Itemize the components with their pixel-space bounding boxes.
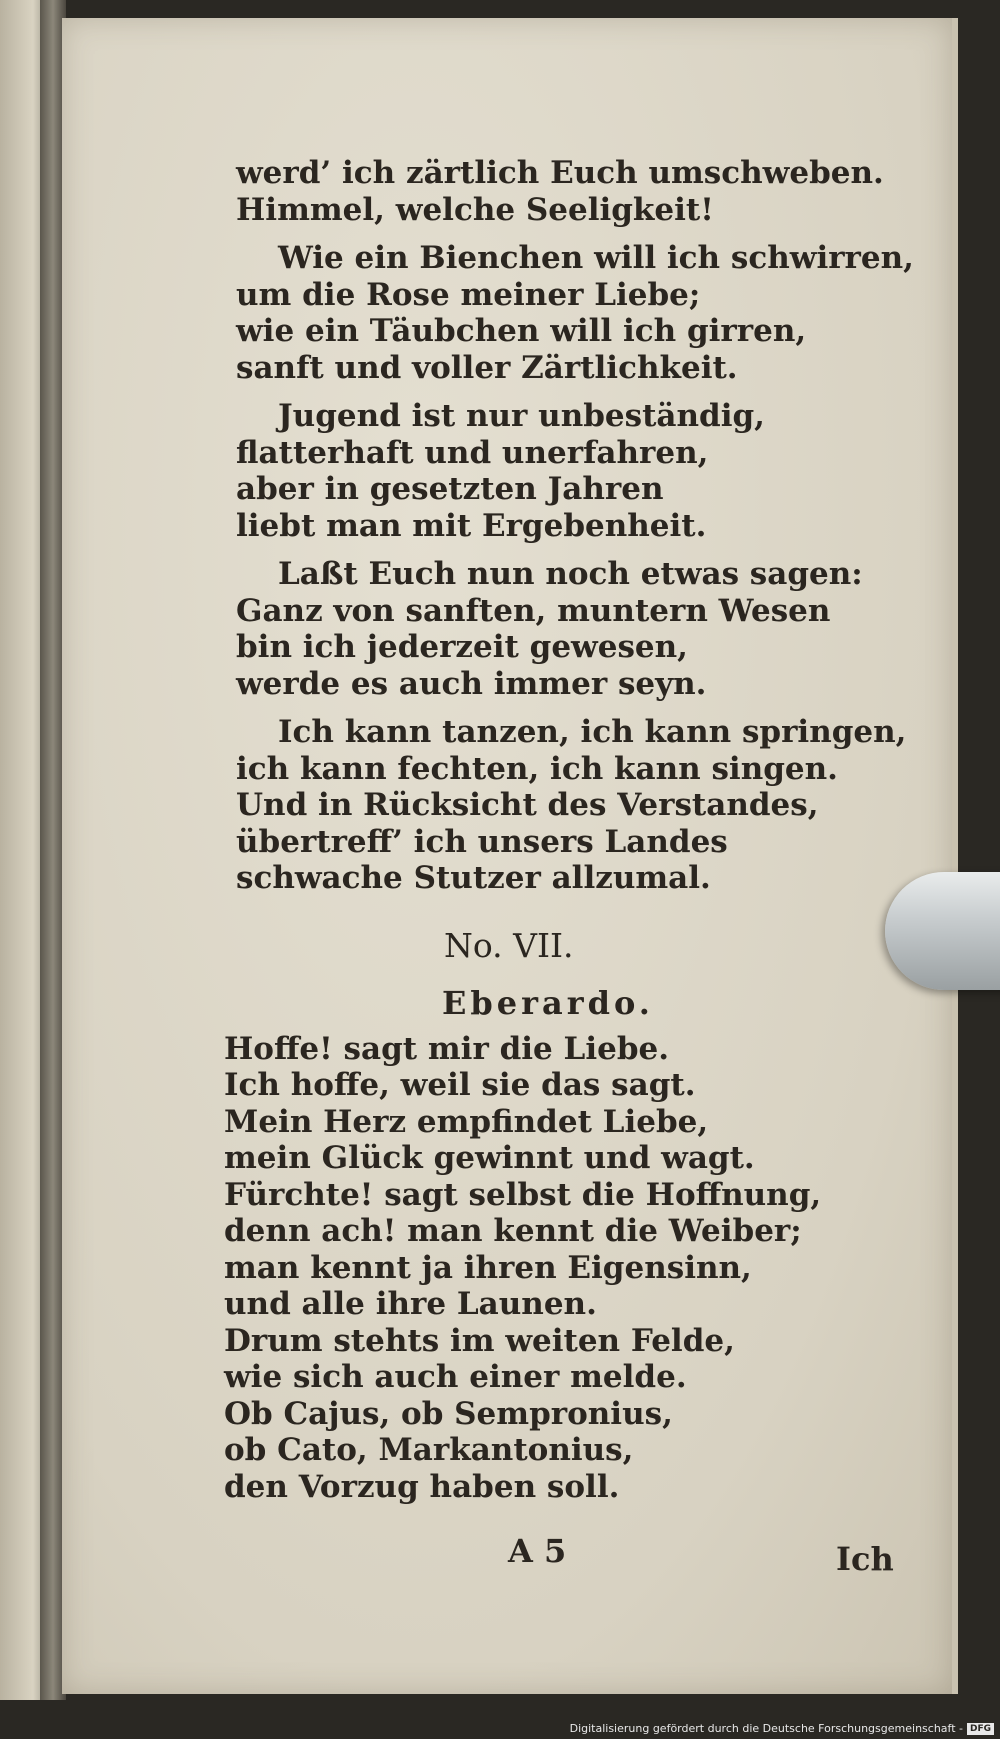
poem-line: Wie ein Bienchen will ich schwirren,	[278, 240, 914, 276]
poem-line: Drum stehts im weiten Felde,	[224, 1322, 735, 1359]
poem-line: Ganz von sanften, muntern Wesen	[236, 592, 831, 629]
poem-line: liebt man mit Ergebenheit.	[236, 507, 707, 544]
poem-line: wie sich auch einer melde.	[224, 1359, 687, 1395]
poem-line: Ob Cajus, ob Sempronius,	[224, 1395, 673, 1432]
poem-line: schwache Stutzer allzumal.	[236, 860, 711, 896]
poem-line: um die Rose meiner Liebe;	[236, 276, 701, 313]
poem-line: ich kann fechten, ich kann singen.	[236, 750, 838, 787]
poem-line: denn ach! man kennt die Weiber;	[224, 1213, 802, 1249]
poem-line: Mein Herz empfindet Liebe,	[224, 1103, 709, 1140]
poem-line: werde es auch immer seyn.	[236, 665, 707, 702]
poem-line: man kennt ja ihren Eigensinn,	[224, 1249, 752, 1286]
poem-line: Jugend ist nur unbeständig,	[278, 398, 765, 434]
poem-line: Ich hoffe, weil sie das sagt.	[224, 1067, 696, 1103]
poem-line: mein Glück gewinnt und wagt.	[224, 1140, 755, 1176]
poem-line: Fürchte! sagt selbst die Hoffnung,	[224, 1176, 822, 1213]
poem-line: Laßt Euch nun noch etwas sagen:	[278, 556, 863, 592]
page-signature: A 5	[508, 1532, 567, 1570]
poem-line: übertreff’ ich unsers Landes	[236, 823, 728, 860]
poem-line: bin ich jederzeit gewesen,	[236, 629, 688, 665]
poem-line: und alle ihre Launen.	[224, 1286, 597, 1322]
poem-line: Hoffe! sagt mir die Liebe.	[224, 1030, 670, 1067]
page-text	[224, 155, 914, 1505]
page-clip-holder	[885, 872, 1000, 990]
section-number: No. VII.	[444, 925, 574, 965]
poem-line: sanft und voller Zärtlichkeit.	[236, 349, 738, 386]
poem-line: Himmel, welche Seeligkeit!	[236, 191, 714, 228]
poem-line: Und in Rücksicht des Verstandes,	[236, 787, 819, 823]
poem-line: flatterhaft und unerfahren,	[236, 434, 709, 471]
dfg-logo-icon: DFG	[967, 1723, 994, 1735]
poem-line: ob Cato, Markantonius,	[224, 1432, 634, 1468]
poem-line: aber in gesetzten Jahren	[236, 471, 664, 507]
catchword: Ich	[836, 1540, 894, 1578]
credit-text: Digitalisierung gefördert durch die Deutsche Forschungsgemeinschaft -	[569, 1722, 963, 1735]
poem-line: wie ein Täubchen will ich girren,	[236, 313, 807, 349]
digitization-credit	[570, 1722, 994, 1735]
poem-line: werd’ ich zärtlich Euch umschweben.	[236, 155, 884, 191]
speaker-name: Eberardo.	[442, 983, 654, 1022]
poem-line: Ich kann tanzen, ich kann springen,	[278, 714, 907, 750]
poem-line: den Vorzug haben soll.	[224, 1468, 620, 1505]
